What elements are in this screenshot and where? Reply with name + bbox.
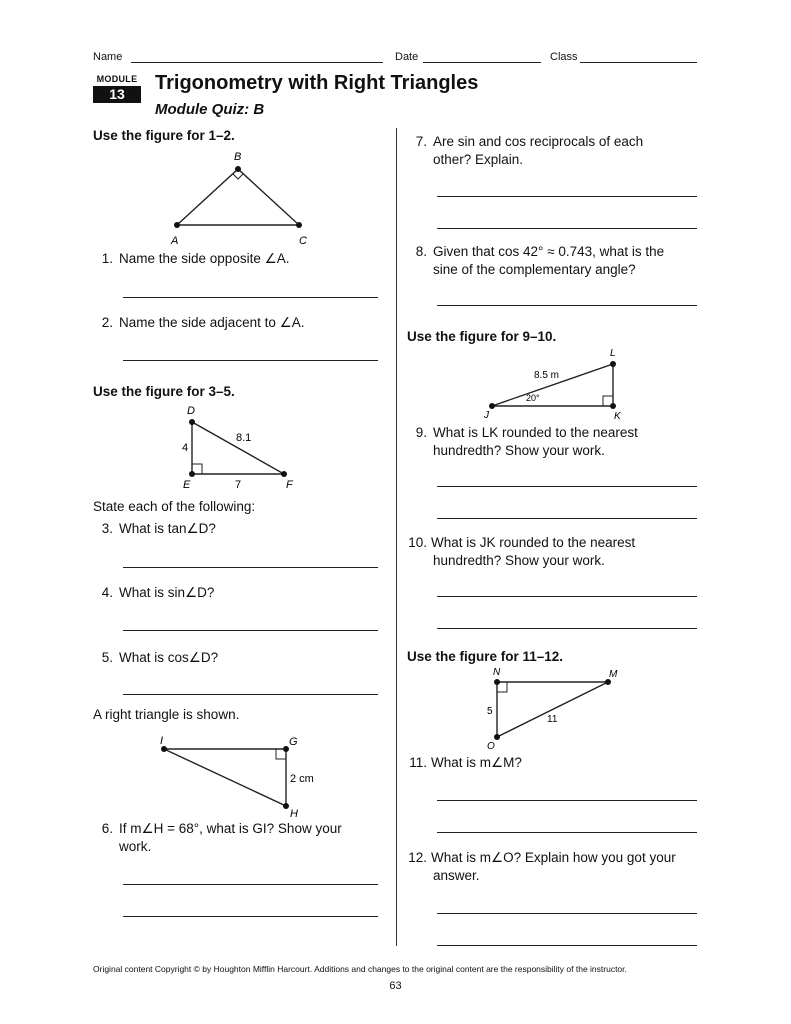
fig1112-label: Use the figure for 11–12. [407, 649, 564, 664]
label-b: B [234, 151, 242, 163]
answer-line-6a[interactable] [123, 884, 378, 885]
answer-line-12b[interactable] [437, 945, 697, 946]
question-5: 5. What is cos∠D? [101, 650, 219, 665]
label-om: 11 [547, 714, 558, 725]
question-7: 7. Are sin and cos reciprocals of each other? Explain. [415, 134, 644, 167]
label-g: G [289, 736, 298, 748]
fig12-label: Use the figure for 1–2. [93, 128, 235, 143]
answer-line-7a[interactable] [437, 196, 697, 197]
answer-line-1[interactable] [123, 297, 378, 298]
label-angle: 20° [526, 393, 540, 403]
date-label: Date [395, 51, 419, 63]
label-n: N [493, 667, 501, 678]
label-e: E [183, 479, 191, 491]
label-gh: 2 cm [290, 773, 314, 785]
answer-line-7b[interactable] [437, 228, 697, 229]
label-c: C [299, 235, 307, 247]
label-l: L [610, 348, 616, 359]
label-d: D [187, 405, 195, 417]
class-label: Class [550, 51, 578, 63]
label-jl: 8.5 m [534, 370, 560, 381]
question-8: 8. Given that cos 42° ≈ 0.743, what is the sine of the complementary angle? [415, 244, 665, 277]
state-text: State each of the following: [93, 499, 256, 514]
label-ef: 7 [235, 479, 242, 491]
question-11: 11. What is m∠M? [409, 755, 522, 770]
answer-line-3[interactable] [123, 567, 378, 568]
question-2: 2. Name the side adjacent to ∠A. [101, 315, 305, 330]
triangle-igh-figure [152, 730, 332, 820]
copyright-text: Original content Copyright © by Houghton Mifflin Harcourt. Additions and changes to the original content are the responsibility of the instructor. [93, 964, 627, 974]
question-9: 9. What is LK rounded to the nearest hundredth? Show your work. [415, 425, 638, 458]
name-label: Name [93, 51, 123, 63]
question-12: 12. What is m∠O? Explain how you got your answer. [408, 850, 676, 883]
label-f: F [286, 479, 293, 491]
answer-line-10b[interactable] [437, 628, 697, 629]
name-line[interactable] [131, 62, 383, 63]
label-no: 5 [487, 706, 493, 717]
answer-line-11a[interactable] [437, 800, 697, 801]
fig910-label: Use the figure for 9–10. [407, 329, 557, 344]
triangle-nmo-figure [478, 664, 628, 754]
label-o: O [487, 741, 495, 752]
fig35-label: Use the figure for 3–5. [93, 384, 235, 399]
answer-line-2[interactable] [123, 360, 378, 361]
answer-line-6b[interactable] [123, 916, 378, 917]
module-number: 13 [93, 86, 141, 103]
label-m: M [609, 669, 618, 680]
answer-line-9a[interactable] [437, 486, 697, 487]
page-subtitle: Module Quiz: B [155, 101, 265, 118]
triangle-abc-figure [160, 145, 330, 250]
label-k: K [614, 411, 621, 422]
label-j: J [484, 410, 489, 421]
label-h: H [290, 808, 298, 820]
question-10: 10. What is JK rounded to the nearest hundredth? Show your work. [408, 535, 636, 568]
answer-line-4[interactable] [123, 630, 378, 631]
module-badge [93, 74, 141, 103]
page-number: 63 [389, 980, 402, 992]
answer-line-10a[interactable] [437, 596, 697, 597]
question-3: 3. What is tan∠D? [101, 521, 216, 536]
answer-line-8[interactable] [437, 305, 697, 306]
column-divider [396, 128, 397, 946]
answer-line-12a[interactable] [437, 913, 697, 914]
question-6: 6. If m∠H = 68°, what is GI? Show your work. [101, 821, 342, 854]
label-i: I [160, 735, 164, 747]
triangle-jkl-figure [478, 344, 628, 422]
triangle-def-figure [170, 400, 310, 492]
date-line[interactable] [423, 62, 541, 63]
label-df: 8.1 [236, 432, 252, 444]
answer-line-11b[interactable] [437, 832, 697, 833]
answer-line-9b[interactable] [437, 518, 697, 519]
label-de: 4 [182, 442, 189, 454]
question-4: 4. What is sin∠D? [101, 585, 215, 600]
class-line[interactable] [580, 62, 697, 63]
right-triangle-text: A right triangle is shown. [93, 707, 240, 722]
module-word: MODULE [96, 74, 138, 84]
label-a: A [171, 235, 179, 247]
question-1: 1. Name the side opposite ∠A. [101, 251, 290, 266]
answer-line-5[interactable] [123, 694, 378, 695]
page-title: Trigonometry with Right Triangles [155, 72, 479, 94]
